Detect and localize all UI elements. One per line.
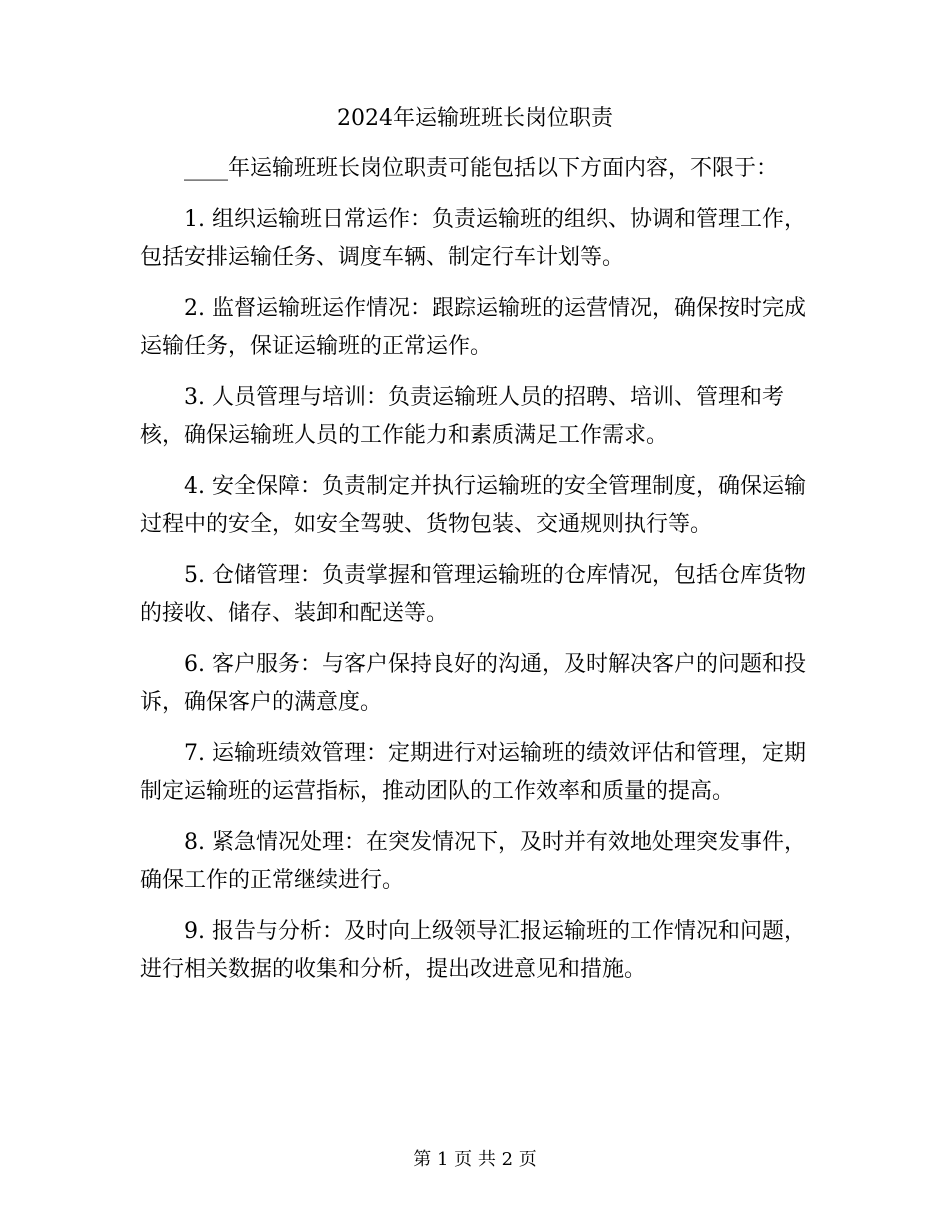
duty-item-9: 9. 报告与分析：及时向上级领导汇报运输班的工作情况和问题，进行相关数据的收集和分析，提出改进意见和措施。 bbox=[140, 919, 806, 982]
document-title: 2024年运输班班长岗位职责 bbox=[337, 106, 613, 131]
duty-item-7: 7. 运输班绩效管理：定期进行对运输班的绩效评估和管理，定期制定运输班的运营指标，推动团队的工作效率和质量的提高。 bbox=[140, 741, 806, 804]
duty-item-4: 4. 安全保障：负责制定并执行运输班的安全管理制度，确保运输过程中的安全，如安全驾驶、货物包装、交通规则执行等。 bbox=[140, 474, 806, 537]
duty-item-3: 3. 人员管理与培训：负责运输班人员的招聘、培训、管理和考核，确保运输班人员的工作能力和素质满足工作需求。 bbox=[140, 385, 784, 448]
duty-item-6: 6. 客户服务：与客户保持良好的沟通，及时解决客户的问题和投诉，确保客户的满意度。 bbox=[140, 652, 806, 715]
page-footer: 第 1 页 共 2 页 bbox=[413, 1149, 537, 1170]
duty-item-8: 8. 紧急情况处理：在突发情况下，及时并有效地处理突发事件，确保工作的正常继续进行。 bbox=[140, 830, 806, 893]
duty-item-1: 1. 组织运输班日常运作：负责运输班的组织、协调和管理工作，包括安排运输任务、调度车辆、制定行车计划等。 bbox=[140, 207, 806, 270]
document-body bbox=[140, 150, 810, 989]
duty-item-2: 2. 监督运输班运作情况：跟踪运输班的运营情况，确保按时完成运输任务，保证运输班的正常运作。 bbox=[140, 296, 806, 359]
duty-item-5: 5. 仓储管理：负责掌握和管理运输班的仓库情况，包括仓库货物的接收、储存、装卸和配送等。 bbox=[140, 563, 806, 626]
intro-paragraph: ____年运输班班长岗位职责可能包括以下方面内容，不限于： bbox=[184, 156, 779, 181]
